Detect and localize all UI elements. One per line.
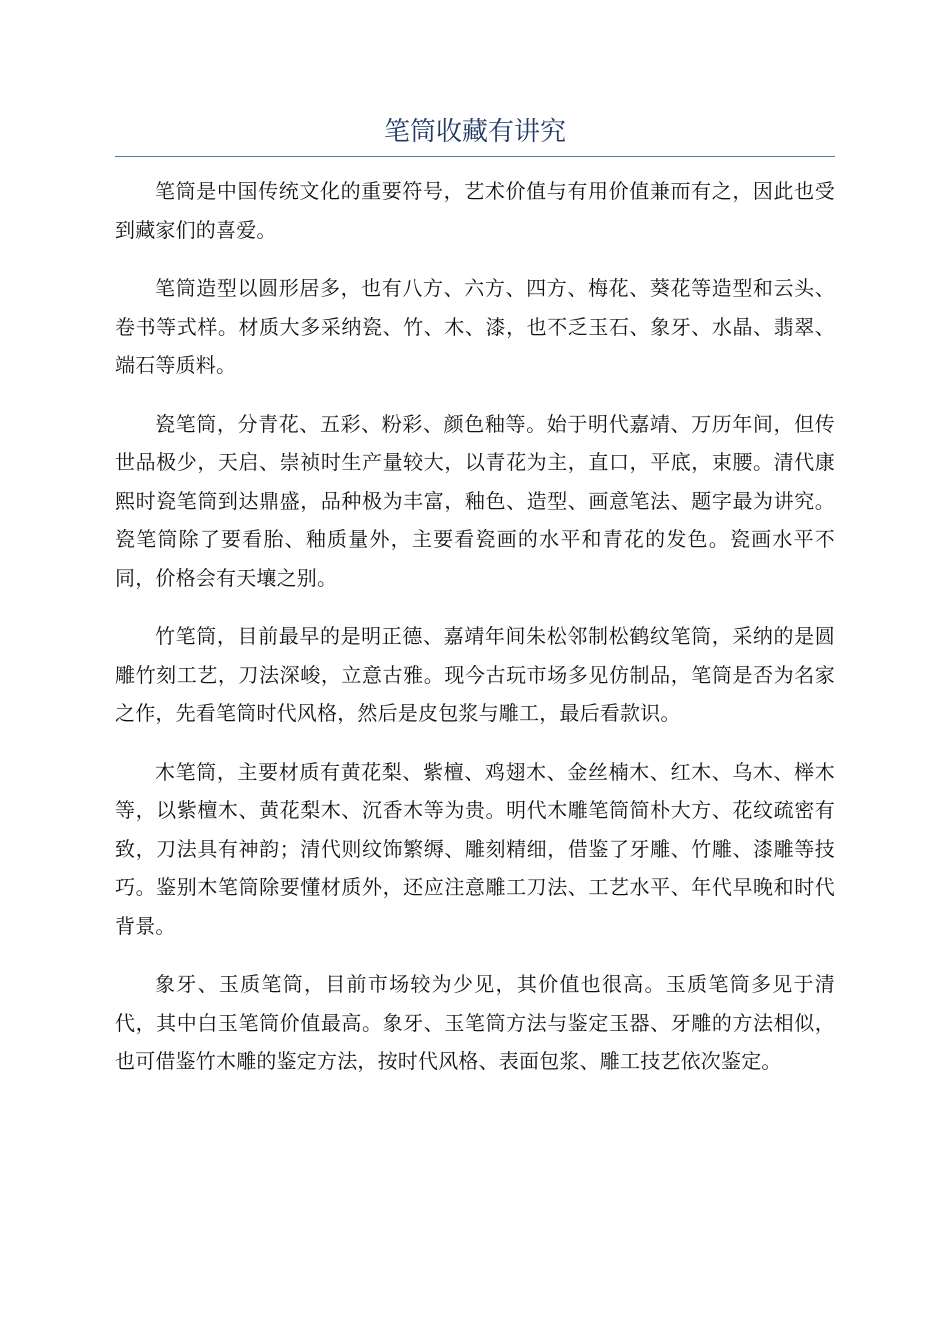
paragraph-intro: 笔筒是中国传统文化的重要符号，艺术价值与有用价值兼而有之，因此也受到藏家们的喜爱。	[115, 179, 835, 242]
paragraph-ivory-jade: 象牙、玉质笔筒，目前市场较为少见，其价值也很高。玉质笔筒多见于清代，其中白玉笔筒价值最高。象牙、玉笔筒方法与鉴定玉器、牙雕的方法相似，也可借鉴竹木雕的鉴定方法，按时代风格、表面包浆、雕工技艺依次鉴定。	[115, 972, 835, 1073]
paragraph-porcelain: 瓷笔筒，分青花、五彩、粉彩、颜色釉等。始于明代嘉靖、万历年间，但传世品极少，天启、崇祯时生产量较大，以青花为主，直口，平底，束腰。清代康熙时瓷笔筒到达鼎盛，品种极为丰富，釉色、造型、画意笔法、题字最为讲究。瓷笔筒除了要看胎、釉质量外，主要看瓷画的水平和青花的发色。瓷画水平不同，价格会有天壤之别。	[115, 411, 835, 590]
paragraph-wood: 木笔筒，主要材质有黄花梨、紫檀、鸡翅木、金丝楠木、红木、乌木、榉木等，以紫檀木、黄花梨木、沉香木等为贵。明代木雕笔筒简朴大方、花纹疏密有致，刀法具有神韵；清代则纹饰繁缛、雕刻精细，借鉴了牙雕、竹雕、漆雕等技巧。鉴别木笔筒除要懂材质外，还应注意雕工刀法、工艺水平、年代早晚和时代背景。	[115, 759, 835, 938]
paragraph-shapes-materials: 笔筒造型以圆形居多，也有八方、六方、四方、梅花、葵花等造型和云头、卷书等式样。材质大多采纳瓷、竹、木、漆，也不乏玉石、象牙、水晶、翡翠、端石等质料。	[115, 276, 835, 377]
title-block	[115, 112, 835, 157]
document-body	[115, 172, 835, 1101]
document-title: 笔筒收藏有讲究	[383, 117, 566, 147]
paragraph-bamboo: 竹笔筒，目前最早的是明正德、嘉靖年间朱松邻制松鹤纹笔筒，采纳的是圆雕竹刻工艺，刀法深峻，立意古雅。现今古玩市场多见仿制品，笔筒是否为名家之作，先看笔筒时代风格，然后是皮包浆与雕工，最后看款识。	[115, 624, 835, 725]
